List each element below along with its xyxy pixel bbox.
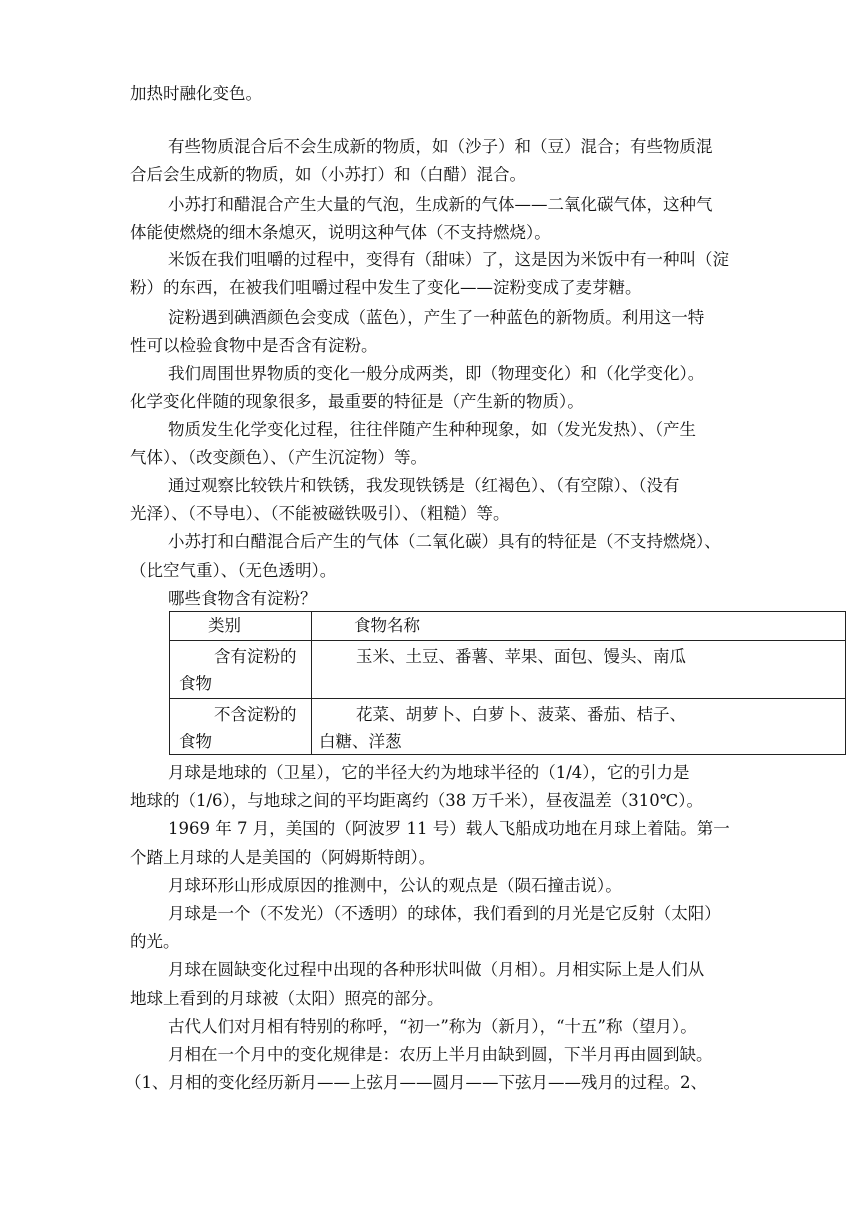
text-line: 粉）的东西，在被我们咀嚼过程中发生了变化——淀粉变成了麦芽糖。 — [130, 278, 642, 297]
text-line: 性可以检验食物中是否含有淀粉。 — [130, 336, 378, 355]
text-line: 1969 年 7 月，美国的（阿波罗 11 号）载人飞船成功地在月球上着陆。第一 — [168, 819, 730, 838]
table-cell-category: 食物 — [179, 674, 212, 693]
text-line: 小苏打和白醋混合后产生的气体（二氧化碳）具有的特征是（不支持燃烧）、 — [168, 532, 721, 551]
text-line: 月相在一个月中的变化规律是：农历上半月由缺到圆，下半月再由圆到缺。 — [168, 1045, 713, 1064]
text-line: 合后会生成新的物质，如（小苏打）和（白醋）混合。 — [130, 165, 526, 184]
text-line: 的光。 — [130, 932, 180, 951]
table-divider — [311, 612, 312, 754]
table-caption: 哪些食物含有淀粉？ — [168, 589, 317, 608]
text-line: 月球是一个（不发光）（不透明）的球体，我们看到的月光是它反射（太阳） — [168, 904, 721, 923]
text-line: 淀粉遇到碘酒颜色会变成（蓝色），产生了一种蓝色的新物质。利用这一特 — [168, 308, 705, 327]
text-line: （1、月相的变化经历新月——上弦月——圆月——下弦月——残月的过程。2、 — [125, 1073, 707, 1092]
table-cell-food: 玉米、土豆、番薯、苹果、面包、馒头、南瓜 — [356, 647, 686, 666]
table-divider — [170, 698, 845, 699]
text-line: 地球的（1/6），与地球之间的平均距离约（38 万千米），昼夜温差（310℃）。 — [130, 791, 703, 810]
text-line: 化学变化伴随的现象很多，最重要的特征是（产生新的物质）。 — [130, 392, 584, 411]
table-cell-category: 不含淀粉的 — [214, 705, 297, 724]
table-divider — [170, 640, 845, 641]
text-line: 通过观察比较铁片和铁锈，我发现铁锈是（红褐色）、（有空隙）、（没有 — [168, 476, 680, 495]
text-line: 个踏上月球的人是美国的（阿姆斯特朗）。 — [130, 848, 436, 867]
table-header-category: 类别 — [208, 616, 241, 635]
text-line: 气体）、（改变颜色）、（产生沉淀物）等。 — [130, 448, 427, 467]
text-line: （比空气重）、（无色透明）。 — [130, 561, 337, 580]
table-cell-category: 含有淀粉的 — [214, 647, 297, 666]
text-line: 体能使燃烧的细木条熄灭，说明这种气体（不支持燃烧）。 — [130, 223, 551, 242]
text-line: 古代人们对月相有特别的称呼，“初一”称为（新月），“十五”称（望月）。 — [168, 1017, 697, 1036]
table-cell-food: 白糖、洋葱 — [319, 732, 402, 751]
table-cell-category: 食物 — [179, 732, 212, 751]
text-line: 月球环形山形成原因的推测中，公认的观点是（陨石撞击说）。 — [168, 876, 622, 895]
text-line: 小苏打和醋混合产生大量的气泡，生成新的气体——二氧化碳气体，这种气 — [168, 195, 713, 214]
text-line: 加热时融化变色。 — [130, 84, 262, 103]
text-line: 光泽）、（不导电）、（不能被磁铁吸引）、（粗糙）等。 — [130, 504, 510, 523]
text-line: 月球在圆缺变化过程中出现的各种形状叫做（月相）。月相实际上是人们从 — [168, 960, 705, 979]
text-line: 米饭在我们咀嚼的过程中，变得有（甜味）了，这是因为米饭中有一种叫（淀 — [168, 250, 729, 269]
text-line: 有些物质混合后不会生成新的物质，如（沙子）和（豆）混合；有些物质混 — [168, 137, 713, 156]
table-cell-food: 花菜、胡萝卜、白萝卜、菠菜、番茄、桔子、 — [356, 705, 686, 724]
text-line: 月球是地球的（卫星），它的半径大约为地球半径的（1/4），它的引力是 — [168, 763, 690, 782]
text-line: 我们周围世界物质的变化一般分成两类，即（物理变化）和（化学变化）。 — [168, 364, 705, 383]
text-line: 地球上看到的月球被（太阳）照亮的部分。 — [130, 989, 444, 1008]
starch-food-table — [169, 611, 846, 755]
text-line: 物质发生化学变化过程，往往伴随产生种种现象，如（发光发热）、（产生 — [168, 420, 696, 439]
table-header-food: 食物名称 — [354, 616, 420, 635]
